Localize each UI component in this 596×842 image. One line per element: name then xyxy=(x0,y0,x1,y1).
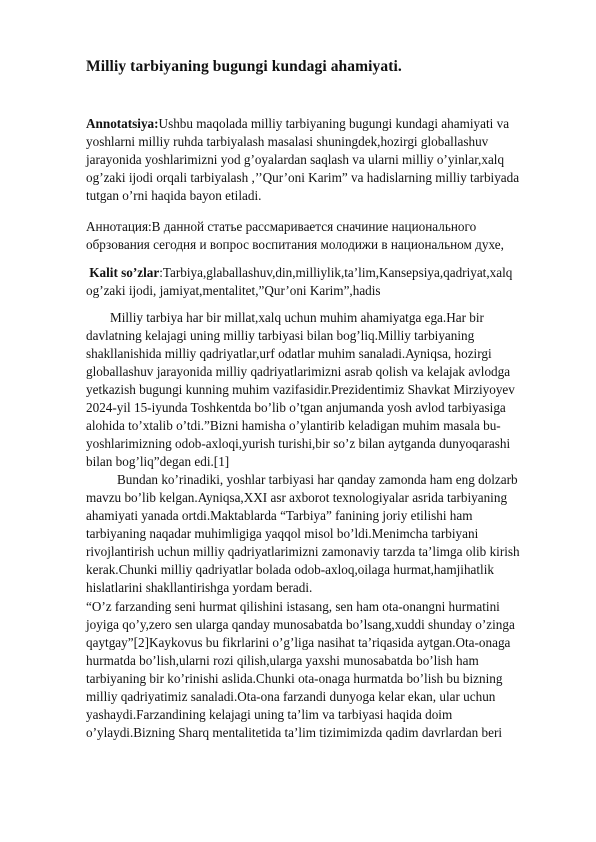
keywords-line: og’zaki ijodi, jamiyat,mentalitet,”Qur’oni Karim”,hadis xyxy=(86,283,381,298)
annotation-line: jarayonida yoshlarimizni yod g’oyalardan saqlash va ularni milliy o’yinlar,xalq xyxy=(86,152,505,167)
paragraph-line: o’ylaydi.Bizning Sharq mentalitetida ta’lim tizimimizda qadim davrlardan beri xyxy=(86,725,503,740)
annotation-line: Ushbu maqolada milliy tarbiyaning bugungi kundagi ahamiyati va xyxy=(158,116,510,131)
paragraph-line: joyiga qo’y,zero sen ularga qanday munosabatda bo’lsang,xuddi shunday o’zinga xyxy=(86,617,515,632)
paragraph-2 xyxy=(86,471,548,597)
paragraph-line: “O’z farzanding seni hurmat qilishini istasang, sen ham ota-onangni hurmatini xyxy=(86,599,500,614)
paragraph-line: bilan bog’liq”degan edi.[1] xyxy=(86,454,230,469)
page-title: Milliy tarbiyaning bugungi kundagi ahamiyati. xyxy=(86,58,402,75)
annotation-ru-line: обрзования сегодня и вопрос воспитания молодижи в национальном духе, xyxy=(86,237,504,252)
paragraph-line: 2024-yil 15-iyunda Toshkentda bo’lib o’tgan anjumanda yosh avlod tarbiyasiga xyxy=(86,400,506,415)
annotation-line: yoshlarni milliy ruhda tarbiyalash masalasi shuningdek,hozirgi globallashuv xyxy=(86,134,489,149)
paragraph-line: ahamiyati yanada ortdi.Maktablarda “Tarbiya” fanining joriy etilishi ham xyxy=(86,508,473,523)
paragraph-line: Milliy tarbiya har bir millat,xalq uchun muhim ahamiyatga ega.Har bir xyxy=(110,310,484,325)
annotation-section xyxy=(86,115,548,205)
paragraph-3 xyxy=(86,598,548,742)
paragraph-line: yoshlarimizning odob-axloqi,yurish turishi,bir so’z bilan aytganda dunyoqarashi xyxy=(86,436,511,451)
paragraph-line: hislatlarini shakllantirishga yordam beradi. xyxy=(86,580,313,595)
annotation-ru-line: Аннотация:В данной статье рассмаривается сначиние национального xyxy=(86,219,477,234)
paragraph-line: mavzu bo’lib kelgan.Ayniqsa,XXI asr axborot texnologiyalar asrida tarbiyaning xyxy=(86,490,508,505)
paragraph-line: alohida to’xtalib o’tdi.”Bizni hamisha o’ylantirib keladigan muhim masala bu- xyxy=(86,418,501,433)
paragraph-line: Bundan ko’rinadiki, yoshlar tarbiyasi har qanday zamonda ham eng dolzarb xyxy=(117,472,518,487)
paragraph-1 xyxy=(86,309,548,471)
paragraph-line: tarbiyaning naqadar muhimligiga yaqqol misol bo’ldi.Menimcha tarbiyani xyxy=(86,526,479,541)
paragraph-line: shakllanishida milliy qadriyatlar,urf odatlar muhim sanaladi.Ayniqsa, hozirgi xyxy=(86,346,492,361)
paragraph-line: hurmatda bo’lish,ularni rozi qilish,ularga yaxshi munosabatda bo’lish ham xyxy=(86,653,479,668)
paragraph-line: tarbiyaning bir ko’rinishi aslida.Chunki ota-onaga hurmatda bo’lish bu bizning xyxy=(86,671,503,686)
paragraph-line: kerak.Chunki milliy qadriyatlar bolada odob-axloq,oilaga hurmat,hamjihatlik xyxy=(86,562,494,577)
paragraph-line: globallashuv jarayonida milliy qadriyatlarimizni asrab qolish va kelajak avlodga xyxy=(86,364,511,379)
paragraph-line: yetkazish bugungi kunning muhim vazifasidir.Prezidentimiz Shavkat Mirziyoyev xyxy=(86,382,515,397)
annotation-label: Annotatsiya: xyxy=(86,116,159,131)
paragraph-line: milliy qadriyatimiz sanaladi.Ota-ona farzandi dunyoga kelar ekan, ular uchun xyxy=(86,689,496,704)
annotation-line: tutgan o’rni haqida bayon etiladi. xyxy=(86,188,262,203)
paragraph-line: yashaydi.Farzandining kelajagi uning ta’lim va tarbiyasi haqida doim xyxy=(86,707,453,722)
paragraph-line: rivojlantirish uchun milliy qadriyatlarimizni zamonaviy tarzda ta’limga olib kirish xyxy=(86,544,520,559)
keywords-section xyxy=(86,264,548,300)
keywords-line: :Tarbiya,glaballashuv,din,milliylik,ta’lim,Kansepsiya,qadriyat,xalq xyxy=(159,265,513,280)
keywords-label: Kalit so’zlar xyxy=(89,265,160,280)
paragraph-line: davlatning kelajagi uning milliy tarbiyasi bilan bog’liq.Milliy tarbiyaning xyxy=(86,328,475,343)
annotation-ru-section xyxy=(86,218,548,254)
annotation-line: og’zaki ijodi orqali tarbiyalash ,’’Qur’oni Karim” va hadislarning milliy tarbiyada xyxy=(86,170,520,185)
paragraph-line: qaytgay”[2]Kaykovus bu fikrlarini o’g’liga nasihat ta’riqasida aytgan.Ota-onaga xyxy=(86,635,511,650)
